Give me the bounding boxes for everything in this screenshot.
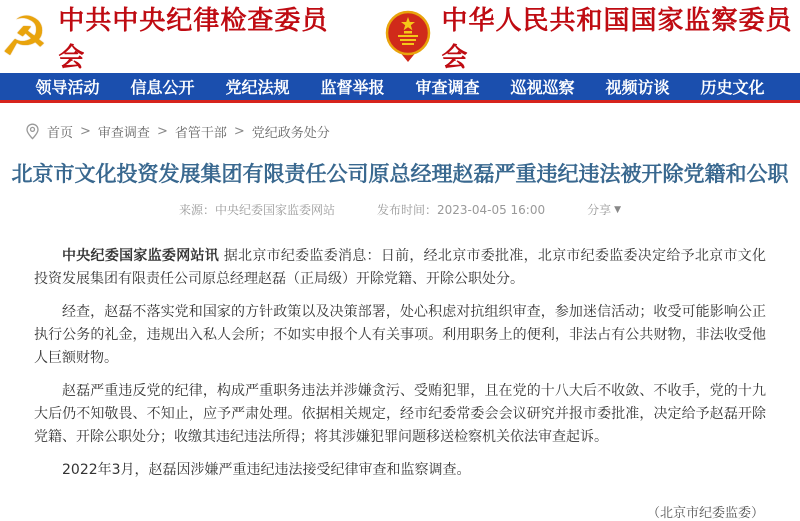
breadcrumb-item-3[interactable]: 党纪政务处分 [251,126,330,141]
share-button[interactable] [587,201,621,218]
national-emblem-icon [385,11,431,63]
nav-item-2[interactable]: 党纪法规 [225,78,290,97]
nav-item-4[interactable]: 审查调查 [415,78,480,97]
share-label: 分享 [587,203,612,217]
nsc-brand[interactable] [385,0,800,74]
nav-item-1[interactable]: 信息公开 [130,78,195,97]
article-paragraph-3: 2022年3月，赵磊因涉嫌严重违纪违法接受纪律审查和监察调查。 [62,462,471,478]
breadcrumb-separator: > [233,124,245,139]
article-paragraph-0: 中央纪委国家监委网站讯 据北京市纪委监委消息：日前，经北京市委批准，北京市纪委监委决定给予北京市文化投资发展集团有限责任公司原总经理赵磊（正局级）开除党籍、开除公职处分。 [34,248,767,287]
breadcrumb-item-1[interactable]: 审查调查 [97,126,150,141]
article-title: 北京市文化投资发展集团有限责任公司原总经理赵磊严重违纪违法被开除党籍和公职 [11,162,789,186]
article-paragraph-2: 赵磊严重违反党的纪律，构成严重职务违法并涉嫌贪污、受贿犯罪，且在党的十八大后不收敛、不收手，党的十九大后仍不知敬畏、不知止，应予严肃处理。依据相关规定，经市纪委常委会会议研究并报市委批准，决定给予赵磊开除党籍、开除公职处分；收缴其违纪违法所得；将其涉嫌犯罪问题移送检察机关依法审查起诉。 [34,383,766,445]
nav-item-3[interactable]: 监督举报 [320,78,385,97]
nav-item-6[interactable]: 视频访谈 [605,78,670,97]
breadcrumb-separator: > [80,124,91,139]
nsc-title: 中华人民共和国国家监察委员会 [441,5,793,73]
nav-item-7[interactable]: 历史文化 [700,78,765,97]
breadcrumb-separator: > [156,124,168,139]
article-publish-time: 发布时间：2023-04-05 16:00 [376,203,546,217]
ccdi-title: 中共中央纪律检查委员会 [58,5,329,73]
location-pin-icon [25,123,40,140]
article-source: 来源：中央纪委国家监委网站 [178,203,335,217]
paragraph-lead: 中央纪委国家监委网站讯 [62,248,220,264]
article-meta [0,201,800,218]
article-body [0,245,800,482]
breadcrumb-item-2[interactable]: 省管干部 [174,126,227,141]
breadcrumb-item-0[interactable]: 首页 [47,126,74,141]
nav-item-0[interactable]: 领导活动 [35,78,100,97]
breadcrumb [25,122,800,141]
chevron-down-icon: ▼ [614,204,622,215]
party-emblem-icon: ☭ [0,4,49,68]
article-attribution: （北京市纪委监委） [646,506,764,521]
nav-item-5[interactable]: 巡视巡察 [510,78,575,97]
article-paragraph-1: 经查，赵磊不落实党和国家的方针政策以及决策部署，处心积虑对抗组织审查，参加迷信活动；收受可能影响公正执行公务的礼金，违规出入私人会所；不如实申报个人有关事项。利用职务上的便利，非法占有公共财物，非法收受他人巨额财物。 [34,304,766,366]
ccdi-brand[interactable] [0,0,339,74]
main-nav [0,73,800,103]
site-header [0,0,800,73]
